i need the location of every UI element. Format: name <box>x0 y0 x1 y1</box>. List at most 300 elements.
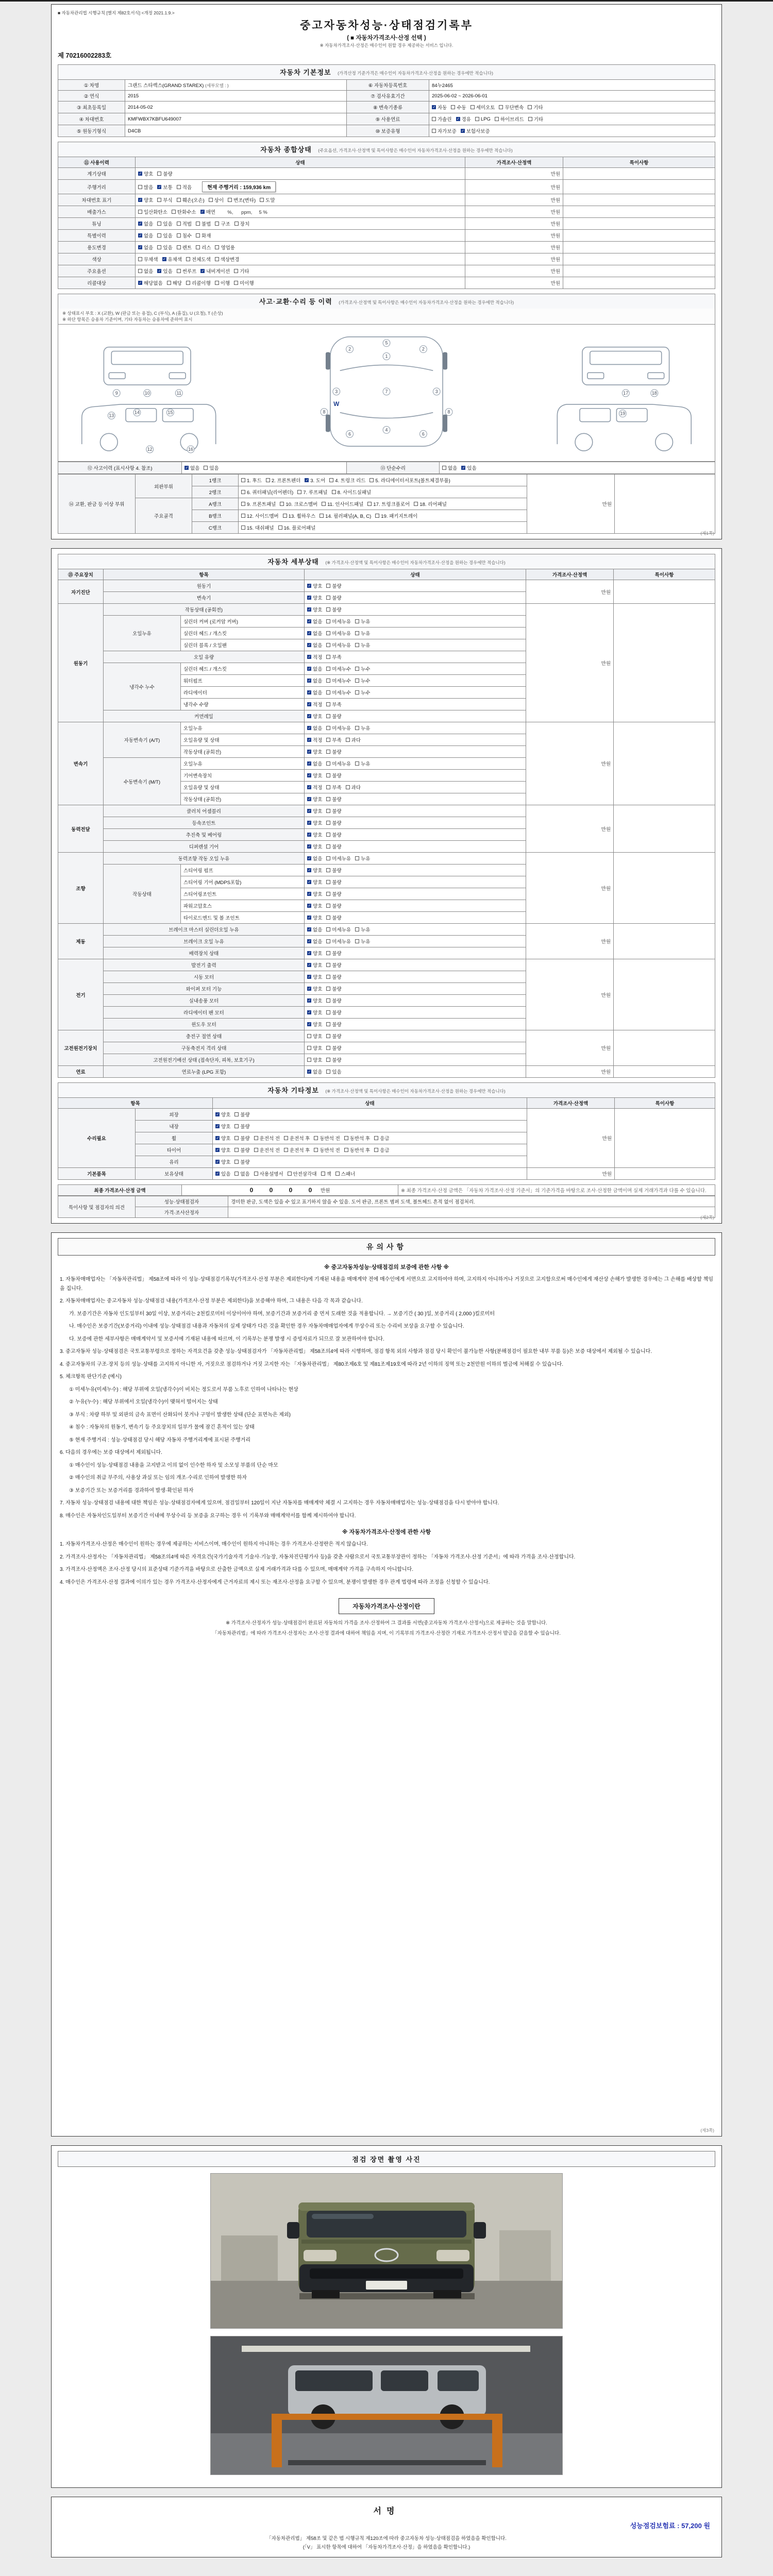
checkbox-option[interactable] <box>241 524 274 531</box>
unchecked-checkbox-icon[interactable] <box>326 797 330 801</box>
checkbox-option[interactable] <box>326 950 341 957</box>
checkbox-option[interactable] <box>326 843 341 850</box>
unchecked-checkbox-icon[interactable] <box>326 714 330 718</box>
checkbox-option[interactable] <box>326 867 341 874</box>
unchecked-checkbox-icon[interactable] <box>157 222 161 226</box>
checkbox-option[interactable] <box>138 170 153 177</box>
unchecked-checkbox-icon[interactable] <box>326 1046 330 1050</box>
unchecked-checkbox-icon[interactable] <box>355 667 359 671</box>
unchecked-checkbox-icon[interactable] <box>254 1136 258 1140</box>
unchecked-checkbox-icon[interactable] <box>326 939 330 943</box>
unchecked-checkbox-icon[interactable] <box>177 233 181 238</box>
unchecked-checkbox-icon[interactable] <box>451 105 455 109</box>
checked-checkbox-icon[interactable] <box>138 222 142 226</box>
checkbox-option[interactable] <box>307 997 322 1004</box>
checkbox-option[interactable] <box>432 104 447 111</box>
unchecked-checkbox-icon[interactable] <box>355 726 359 730</box>
checkbox-option[interactable] <box>326 831 341 838</box>
checkbox-option[interactable] <box>157 267 172 275</box>
checkbox-option[interactable] <box>326 618 351 625</box>
checkbox-option[interactable] <box>215 1111 230 1118</box>
checkbox-option[interactable] <box>307 701 322 708</box>
checkbox-option[interactable] <box>307 582 322 589</box>
checkbox-option[interactable] <box>307 831 322 838</box>
unchecked-checkbox-icon[interactable] <box>234 1112 239 1116</box>
checkbox-option[interactable] <box>241 477 262 484</box>
unchecked-checkbox-icon[interactable] <box>326 880 330 884</box>
unchecked-checkbox-icon[interactable] <box>335 1172 340 1176</box>
checkbox-option[interactable] <box>326 985 341 992</box>
unchecked-checkbox-icon[interactable] <box>326 809 330 813</box>
checkbox-option[interactable] <box>138 220 153 227</box>
unchecked-checkbox-icon[interactable] <box>432 117 436 121</box>
unchecked-checkbox-icon[interactable] <box>326 667 330 671</box>
unchecked-checkbox-icon[interactable] <box>326 951 330 955</box>
checkbox-option[interactable] <box>241 500 276 507</box>
unchecked-checkbox-icon[interactable] <box>326 679 330 683</box>
unchecked-checkbox-icon[interactable] <box>329 478 333 482</box>
checkbox-option[interactable] <box>186 279 211 286</box>
unchecked-checkbox-icon[interactable] <box>326 690 330 694</box>
unchecked-checkbox-icon[interactable] <box>326 892 330 896</box>
checkbox-option[interactable] <box>374 1134 389 1142</box>
checkbox-option[interactable] <box>280 500 317 507</box>
unchecked-checkbox-icon[interactable] <box>326 619 330 623</box>
checkbox-option[interactable] <box>355 689 370 696</box>
unchecked-checkbox-icon[interactable] <box>326 844 330 849</box>
unchecked-checkbox-icon[interactable] <box>234 1124 239 1128</box>
checkbox-option[interactable] <box>138 196 153 204</box>
unchecked-checkbox-icon[interactable] <box>157 233 161 238</box>
checkbox-option[interactable] <box>346 736 361 743</box>
unchecked-checkbox-icon[interactable] <box>432 129 436 133</box>
unchecked-checkbox-icon[interactable] <box>375 514 379 518</box>
checkbox-option[interactable] <box>204 464 219 471</box>
checkbox-option[interactable] <box>307 653 322 660</box>
checkbox-option[interactable] <box>326 902 341 909</box>
unchecked-checkbox-icon[interactable] <box>241 526 245 530</box>
checkbox-option[interactable] <box>326 807 341 815</box>
checkbox-option[interactable] <box>326 1032 341 1040</box>
checkbox-option[interactable] <box>307 665 322 672</box>
checkbox-option[interactable] <box>355 618 370 625</box>
checkbox-option[interactable] <box>157 220 172 227</box>
unchecked-checkbox-icon[interactable] <box>355 856 359 860</box>
unchecked-checkbox-icon[interactable] <box>157 198 161 202</box>
unchecked-checkbox-icon[interactable] <box>326 975 330 979</box>
unchecked-checkbox-icon[interactable] <box>326 761 330 766</box>
checkbox-option[interactable] <box>355 926 370 933</box>
checked-checkbox-icon[interactable] <box>162 257 166 261</box>
checkbox-option[interactable] <box>326 689 351 696</box>
unchecked-checkbox-icon[interactable] <box>326 916 330 920</box>
unchecked-checkbox-icon[interactable] <box>138 185 142 189</box>
checkbox-option[interactable] <box>335 1170 356 1177</box>
checkbox-option[interactable] <box>167 279 182 286</box>
checkbox-option[interactable] <box>307 926 322 933</box>
unchecked-checkbox-icon[interactable] <box>172 210 176 214</box>
unchecked-checkbox-icon[interactable] <box>307 1046 311 1050</box>
unchecked-checkbox-icon[interactable] <box>186 281 190 285</box>
checkbox-option[interactable] <box>177 196 205 204</box>
checkbox-option[interactable] <box>200 208 215 215</box>
checkbox-option[interactable] <box>157 196 172 204</box>
unchecked-checkbox-icon[interactable] <box>355 927 359 931</box>
checkbox-option[interactable] <box>307 867 322 874</box>
checked-checkbox-icon[interactable] <box>307 667 311 671</box>
unchecked-checkbox-icon[interactable] <box>234 1160 239 1164</box>
unchecked-checkbox-icon[interactable] <box>266 478 270 482</box>
checkbox-option[interactable] <box>234 1146 249 1154</box>
unchecked-checkbox-icon[interactable] <box>241 514 245 518</box>
checkbox-option[interactable] <box>326 795 341 803</box>
checkbox-option[interactable] <box>456 115 471 123</box>
checkbox-option[interactable] <box>215 279 230 286</box>
checkbox-option[interactable] <box>138 208 167 215</box>
unchecked-checkbox-icon[interactable] <box>157 172 161 176</box>
checkbox-option[interactable] <box>157 232 172 239</box>
unchecked-checkbox-icon[interactable] <box>326 785 330 789</box>
unchecked-checkbox-icon[interactable] <box>307 1058 311 1062</box>
checkbox-option[interactable] <box>326 677 351 684</box>
checkbox-option[interactable] <box>234 1123 249 1130</box>
unchecked-checkbox-icon[interactable] <box>355 690 359 694</box>
checkbox-option[interactable] <box>326 890 341 897</box>
checkbox-option[interactable] <box>307 819 322 826</box>
checkbox-option[interactable] <box>326 997 341 1004</box>
checkbox-option[interactable] <box>288 1170 317 1177</box>
unchecked-checkbox-icon[interactable] <box>204 466 208 470</box>
checkbox-option[interactable] <box>297 488 327 496</box>
checkbox-option[interactable] <box>254 1170 283 1177</box>
checkbox-option[interactable] <box>215 244 235 251</box>
unchecked-checkbox-icon[interactable] <box>284 1136 288 1140</box>
checkbox-option[interactable] <box>321 1170 331 1177</box>
checked-checkbox-icon[interactable] <box>461 466 465 470</box>
checkbox-option[interactable] <box>307 973 322 980</box>
unchecked-checkbox-icon[interactable] <box>326 998 330 1003</box>
unchecked-checkbox-icon[interactable] <box>241 478 245 482</box>
unchecked-checkbox-icon[interactable] <box>355 761 359 766</box>
unchecked-checkbox-icon[interactable] <box>326 987 330 991</box>
unchecked-checkbox-icon[interactable] <box>495 117 499 121</box>
checkbox-option[interactable] <box>329 477 365 484</box>
checkbox-option[interactable] <box>307 843 322 850</box>
checkbox-option[interactable] <box>307 795 322 803</box>
checkbox-option[interactable] <box>177 220 192 227</box>
unchecked-checkbox-icon[interactable] <box>346 738 350 742</box>
unchecked-checkbox-icon[interactable] <box>326 773 330 777</box>
checked-checkbox-icon[interactable] <box>138 198 142 202</box>
checkbox-option[interactable] <box>307 1021 322 1028</box>
unchecked-checkbox-icon[interactable] <box>355 619 359 623</box>
checkbox-option[interactable] <box>157 183 172 191</box>
checkbox-option[interactable] <box>326 748 341 755</box>
checkbox-option[interactable] <box>177 244 192 251</box>
checked-checkbox-icon[interactable] <box>215 1136 220 1140</box>
checkbox-option[interactable] <box>470 104 495 111</box>
unchecked-checkbox-icon[interactable] <box>326 1034 330 1038</box>
checkbox-option[interactable] <box>326 772 341 779</box>
checked-checkbox-icon[interactable] <box>307 904 311 908</box>
checkbox-option[interactable] <box>307 1032 322 1040</box>
checkbox-option[interactable] <box>215 256 240 263</box>
unchecked-checkbox-icon[interactable] <box>241 490 245 494</box>
unchecked-checkbox-icon[interactable] <box>196 222 200 226</box>
checkbox-option[interactable] <box>138 232 153 239</box>
checkbox-option[interactable] <box>528 115 543 123</box>
checkbox-option[interactable] <box>326 665 351 672</box>
checked-checkbox-icon[interactable] <box>307 1070 311 1074</box>
unchecked-checkbox-icon[interactable] <box>326 1022 330 1026</box>
checked-checkbox-icon[interactable] <box>215 1172 220 1176</box>
checkbox-option[interactable] <box>234 1134 249 1142</box>
unchecked-checkbox-icon[interactable] <box>326 821 330 825</box>
checked-checkbox-icon[interactable] <box>307 833 311 837</box>
checked-checkbox-icon[interactable] <box>307 892 311 896</box>
unchecked-checkbox-icon[interactable] <box>314 1136 318 1140</box>
checkbox-option[interactable] <box>326 594 341 601</box>
checked-checkbox-icon[interactable] <box>307 584 311 588</box>
checkbox-option[interactable] <box>355 760 370 767</box>
unchecked-checkbox-icon[interactable] <box>234 1136 239 1140</box>
checked-checkbox-icon[interactable] <box>307 785 311 789</box>
checkbox-option[interactable] <box>307 902 322 909</box>
checked-checkbox-icon[interactable] <box>307 738 311 742</box>
checkbox-option[interactable] <box>307 1009 322 1016</box>
checked-checkbox-icon[interactable] <box>307 916 311 920</box>
unchecked-checkbox-icon[interactable] <box>215 257 219 261</box>
checkbox-option[interactable] <box>355 630 370 637</box>
unchecked-checkbox-icon[interactable] <box>284 1148 288 1152</box>
checked-checkbox-icon[interactable] <box>461 129 465 133</box>
checkbox-option[interactable] <box>307 985 322 992</box>
checkbox-option[interactable] <box>307 594 322 601</box>
checkbox-option[interactable] <box>307 748 322 755</box>
checkbox-option[interactable] <box>138 183 153 191</box>
checkbox-option[interactable] <box>326 1021 341 1028</box>
checkbox-option[interactable] <box>215 1158 230 1165</box>
checkbox-option[interactable] <box>284 1134 310 1142</box>
checkbox-option[interactable] <box>215 1134 230 1142</box>
checkbox-option[interactable] <box>375 512 417 519</box>
checkbox-option[interactable] <box>326 1009 341 1016</box>
checkbox-option[interactable] <box>241 488 293 496</box>
checkbox-option[interactable] <box>320 512 371 519</box>
checked-checkbox-icon[interactable] <box>200 210 205 214</box>
checkbox-option[interactable] <box>234 267 249 275</box>
unchecked-checkbox-icon[interactable] <box>326 643 330 647</box>
unchecked-checkbox-icon[interactable] <box>215 245 219 249</box>
checkbox-option[interactable] <box>307 1068 322 1075</box>
checked-checkbox-icon[interactable] <box>305 478 309 482</box>
unchecked-checkbox-icon[interactable] <box>355 679 359 683</box>
checkbox-option[interactable] <box>284 1146 310 1154</box>
checked-checkbox-icon[interactable] <box>157 269 161 273</box>
checkbox-option[interactable] <box>307 878 322 886</box>
checked-checkbox-icon[interactable] <box>307 951 311 955</box>
checkbox-option[interactable] <box>326 582 341 589</box>
checked-checkbox-icon[interactable] <box>307 987 311 991</box>
checked-checkbox-icon[interactable] <box>307 821 311 825</box>
unchecked-checkbox-icon[interactable] <box>278 526 282 530</box>
checked-checkbox-icon[interactable] <box>432 105 436 109</box>
checkbox-option[interactable] <box>326 1044 341 1052</box>
unchecked-checkbox-icon[interactable] <box>499 105 503 109</box>
unchecked-checkbox-icon[interactable] <box>177 185 181 189</box>
unchecked-checkbox-icon[interactable] <box>326 927 330 931</box>
checked-checkbox-icon[interactable] <box>307 702 311 706</box>
checkbox-option[interactable] <box>326 961 341 969</box>
checkbox-option[interactable] <box>307 914 322 921</box>
unchecked-checkbox-icon[interactable] <box>297 490 301 494</box>
checkbox-option[interactable] <box>475 116 491 122</box>
checkbox-option[interactable] <box>186 256 211 263</box>
checked-checkbox-icon[interactable] <box>184 466 189 470</box>
checkbox-option[interactable] <box>355 724 370 732</box>
checkbox-option[interactable] <box>307 724 322 732</box>
unchecked-checkbox-icon[interactable] <box>326 963 330 967</box>
checked-checkbox-icon[interactable] <box>138 245 142 249</box>
unchecked-checkbox-icon[interactable] <box>528 117 532 121</box>
unchecked-checkbox-icon[interactable] <box>326 1010 330 1014</box>
checkbox-option[interactable] <box>326 855 351 862</box>
unchecked-checkbox-icon[interactable] <box>307 1034 311 1038</box>
unchecked-checkbox-icon[interactable] <box>260 198 264 202</box>
checkbox-option[interactable] <box>414 500 447 507</box>
unchecked-checkbox-icon[interactable] <box>326 726 330 730</box>
checkbox-option[interactable] <box>322 500 363 507</box>
checked-checkbox-icon[interactable] <box>307 726 311 730</box>
checked-checkbox-icon[interactable] <box>307 856 311 860</box>
checkbox-option[interactable] <box>234 1170 249 1177</box>
checked-checkbox-icon[interactable] <box>307 643 311 647</box>
checkbox-option[interactable] <box>307 736 322 743</box>
checkbox-option[interactable] <box>314 1134 340 1142</box>
checkbox-option[interactable] <box>355 938 370 945</box>
unchecked-checkbox-icon[interactable] <box>241 502 245 506</box>
checked-checkbox-icon[interactable] <box>307 690 311 694</box>
checkbox-option[interactable] <box>326 653 341 660</box>
checked-checkbox-icon[interactable] <box>307 619 311 623</box>
checked-checkbox-icon[interactable] <box>307 773 311 777</box>
checkbox-option[interactable] <box>451 104 466 111</box>
checkbox-option[interactable] <box>278 524 316 531</box>
checkbox-option[interactable] <box>184 464 199 471</box>
unchecked-checkbox-icon[interactable] <box>414 502 418 506</box>
unchecked-checkbox-icon[interactable] <box>254 1172 258 1176</box>
checkbox-option[interactable] <box>305 477 325 484</box>
unchecked-checkbox-icon[interactable] <box>374 1148 378 1152</box>
unchecked-checkbox-icon[interactable] <box>288 1172 292 1176</box>
checkbox-option[interactable] <box>528 104 543 111</box>
checked-checkbox-icon[interactable] <box>307 844 311 849</box>
checkbox-option[interactable] <box>326 630 351 637</box>
checkbox-option[interactable] <box>499 104 524 111</box>
unchecked-checkbox-icon[interactable] <box>215 222 219 226</box>
unchecked-checkbox-icon[interactable] <box>314 1148 318 1152</box>
checkbox-option[interactable] <box>461 127 490 134</box>
checkbox-option[interactable] <box>307 606 322 613</box>
checkbox-option[interactable] <box>307 772 322 779</box>
unchecked-checkbox-icon[interactable] <box>326 1058 330 1062</box>
checkbox-option[interactable] <box>346 784 361 791</box>
checkbox-option[interactable] <box>432 115 452 123</box>
unchecked-checkbox-icon[interactable] <box>355 631 359 635</box>
checked-checkbox-icon[interactable] <box>215 1124 220 1128</box>
checkbox-option[interactable] <box>326 819 341 826</box>
checkbox-option[interactable] <box>307 1044 322 1052</box>
unchecked-checkbox-icon[interactable] <box>326 833 330 837</box>
unchecked-checkbox-icon[interactable] <box>186 257 190 261</box>
checkbox-option[interactable] <box>326 973 341 980</box>
checkbox-option[interactable] <box>367 500 410 507</box>
checkbox-option[interactable] <box>157 170 172 177</box>
checked-checkbox-icon[interactable] <box>138 172 142 176</box>
unchecked-checkbox-icon[interactable] <box>470 105 475 109</box>
checkbox-option[interactable] <box>307 890 322 897</box>
unchecked-checkbox-icon[interactable] <box>332 490 336 494</box>
unchecked-checkbox-icon[interactable] <box>234 1172 239 1176</box>
checkbox-option[interactable] <box>326 736 341 743</box>
checkbox-option[interactable] <box>138 244 153 251</box>
checkbox-option[interactable] <box>432 127 457 134</box>
checked-checkbox-icon[interactable] <box>307 868 311 872</box>
checkbox-option[interactable] <box>157 244 172 251</box>
unchecked-checkbox-icon[interactable] <box>326 607 330 612</box>
checked-checkbox-icon[interactable] <box>215 1160 220 1164</box>
checkbox-option[interactable] <box>326 760 351 767</box>
checkbox-option[interactable] <box>307 950 322 957</box>
unchecked-checkbox-icon[interactable] <box>177 222 181 226</box>
unchecked-checkbox-icon[interactable] <box>369 478 374 482</box>
unchecked-checkbox-icon[interactable] <box>326 596 330 600</box>
unchecked-checkbox-icon[interactable] <box>344 1136 348 1140</box>
checkbox-option[interactable] <box>234 220 249 227</box>
checkbox-option[interactable] <box>215 220 230 227</box>
checked-checkbox-icon[interactable] <box>307 761 311 766</box>
unchecked-checkbox-icon[interactable] <box>177 245 181 249</box>
checkbox-option[interactable] <box>326 1068 341 1075</box>
unchecked-checkbox-icon[interactable] <box>234 269 238 273</box>
checkbox-option[interactable] <box>344 1134 370 1142</box>
checked-checkbox-icon[interactable] <box>307 809 311 813</box>
checked-checkbox-icon[interactable] <box>307 797 311 801</box>
checkbox-option[interactable] <box>326 724 351 732</box>
checked-checkbox-icon[interactable] <box>138 281 142 285</box>
unchecked-checkbox-icon[interactable] <box>320 514 324 518</box>
unchecked-checkbox-icon[interactable] <box>254 1148 258 1152</box>
unchecked-checkbox-icon[interactable] <box>326 738 330 742</box>
unchecked-checkbox-icon[interactable] <box>196 233 200 238</box>
checkbox-option[interactable] <box>355 855 370 862</box>
unchecked-checkbox-icon[interactable] <box>157 245 161 249</box>
unchecked-checkbox-icon[interactable] <box>322 502 326 506</box>
checkbox-option[interactable] <box>326 641 351 649</box>
checkbox-option[interactable] <box>196 232 211 239</box>
checkbox-option[interactable] <box>234 1111 249 1118</box>
unchecked-checkbox-icon[interactable] <box>138 210 142 214</box>
checkbox-option[interactable] <box>344 1146 370 1154</box>
unchecked-checkbox-icon[interactable] <box>355 939 359 943</box>
checkbox-option[interactable] <box>254 1146 280 1154</box>
checkbox-option[interactable] <box>260 196 275 204</box>
unchecked-checkbox-icon[interactable] <box>367 502 372 506</box>
checkbox-option[interactable] <box>254 1134 280 1142</box>
checkbox-option[interactable] <box>196 220 211 227</box>
checkbox-option[interactable] <box>461 464 476 471</box>
checkbox-option[interactable] <box>326 1056 341 1063</box>
